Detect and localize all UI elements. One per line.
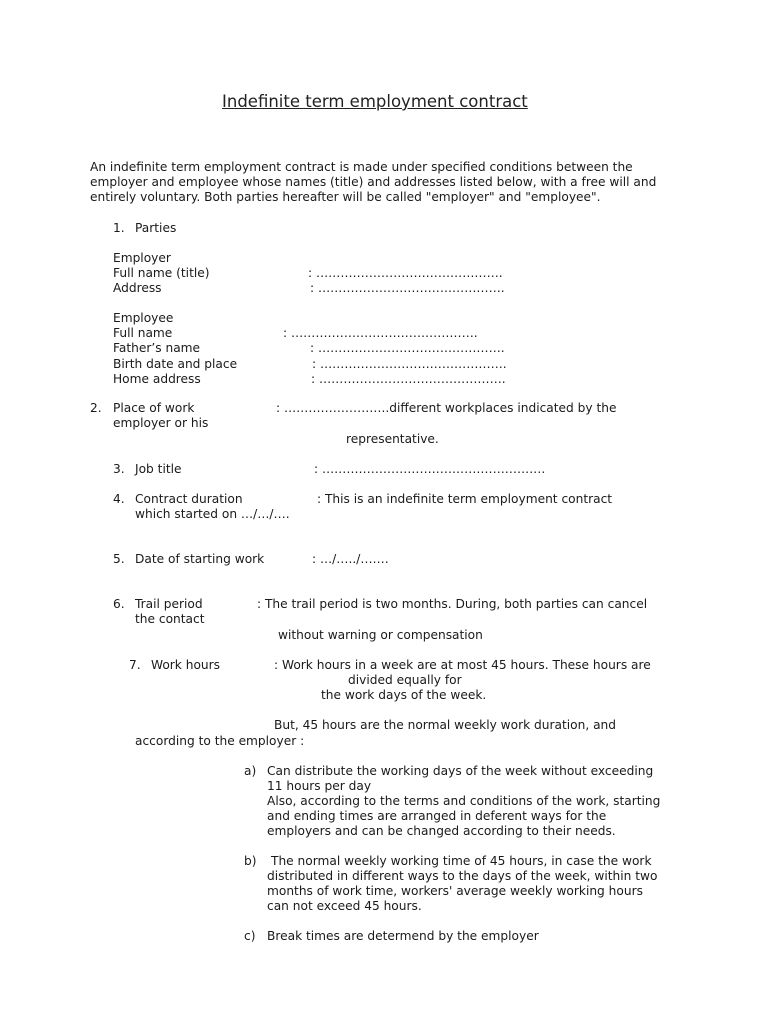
sub-c-marker: c) [244, 929, 256, 943]
intro-line-1: An indefinite term employment contract is made under specified conditions between the [90, 160, 633, 174]
section-7-line-5: according to the employer : [135, 734, 305, 748]
section-7-number: 7. [129, 658, 141, 672]
fathers-name-label: Father’s name [113, 341, 201, 355]
employer-address-value: : ………………………………………. [310, 281, 505, 295]
section-7-line-4: But, 45 hours are the normal weekly work duration, and [274, 718, 616, 732]
fathers-name-value: : ………………………………………. [310, 341, 505, 355]
birth-value: : ………………………………………. [312, 357, 507, 371]
section-4-label: Contract duration [135, 492, 243, 506]
sub-b-marker: b) [244, 854, 257, 868]
sub-b-line-2: distributed in different ways to the days of the week, within two [267, 869, 658, 883]
section-4-line-2: which started on …/…/…. [135, 507, 290, 521]
page-title: Indefinite term employment contract [222, 92, 528, 111]
sub-a-line-4: and ending times are arranged in deferent ways for the [267, 809, 607, 823]
section-4-number: 4. [113, 492, 125, 506]
section-3-value: : ………………………………………………. [314, 462, 546, 476]
sub-b-line-1: The normal weekly working time of 45 hours, in case the work [271, 854, 652, 868]
intro-line-2: employer and employee whose names (title) and addresses listed below, with a free will and [90, 175, 657, 189]
section-5-number: 5. [113, 552, 125, 566]
section-7-line-2: divided equally for [348, 673, 462, 687]
sub-a-line-3: Also, according to the terms and conditions of the work, starting [267, 794, 661, 808]
section-3-number: 3. [113, 462, 125, 476]
section-7-line-3: the work days of the week. [321, 688, 487, 702]
sub-c-line-1: Break times are determend by the employer [267, 929, 539, 943]
employer-address-label: Address [113, 281, 162, 295]
sub-a-line-1: Can distribute the working days of the week without exceeding [267, 764, 654, 778]
section-5-value: : …/…../……. [312, 552, 389, 566]
sub-b-line-3: months of work time, workers' average weekly working hours [267, 884, 643, 898]
section-2-label: Place of work [113, 401, 195, 415]
section-2-value: : ……………………..different workplaces indicated by the [276, 401, 617, 415]
employer-heading: Employer [113, 251, 171, 265]
employer-fullname-label: Full name (title) [113, 266, 210, 280]
birth-label: Birth date and place [113, 357, 238, 371]
home-address-label: Home address [113, 372, 201, 386]
intro-line-3: entirely voluntary. Both parties hereafter will be called "employer" and "employee". [90, 190, 601, 204]
section-3-label: Job title [135, 462, 182, 476]
section-1-number: 1. [113, 221, 125, 235]
section-6-label: Trail period [135, 597, 203, 611]
employee-heading: Employee [113, 311, 174, 325]
sub-b-line-4: can not exceed 45 hours. [267, 899, 422, 913]
section-7-label: Work hours [151, 658, 221, 672]
section-7-value: : Work hours in a week are at most 45 hours. These hours are [274, 658, 651, 672]
employer-fullname-value: : ………………………………………. [308, 266, 503, 280]
employee-fullname-label: Full name [113, 326, 173, 340]
section-2-line-2: employer or his [113, 416, 209, 430]
section-6-line-2: the contact [135, 612, 205, 626]
section-2-number: 2. [90, 401, 102, 415]
sub-a-marker: a) [244, 764, 257, 778]
section-6-line-3: without warning or compensation [278, 628, 483, 642]
sub-a-line-5: employers and can be changed according to their needs. [267, 824, 616, 838]
section-4-value: : This is an indefinite term employment contract [317, 492, 613, 506]
section-5-label: Date of starting work [135, 552, 265, 566]
section-6-number: 6. [113, 597, 125, 611]
home-address-value: : ………………………………………. [311, 372, 506, 386]
sub-a-line-2: 11 hours per day [267, 779, 372, 793]
section-1-label: Parties [135, 221, 177, 235]
section-2-line-3: representative. [346, 432, 439, 446]
employee-fullname-value: : ………………………………………. [283, 326, 478, 340]
section-6-value: : The trail period is two months. During, both parties can cancel [257, 597, 648, 611]
